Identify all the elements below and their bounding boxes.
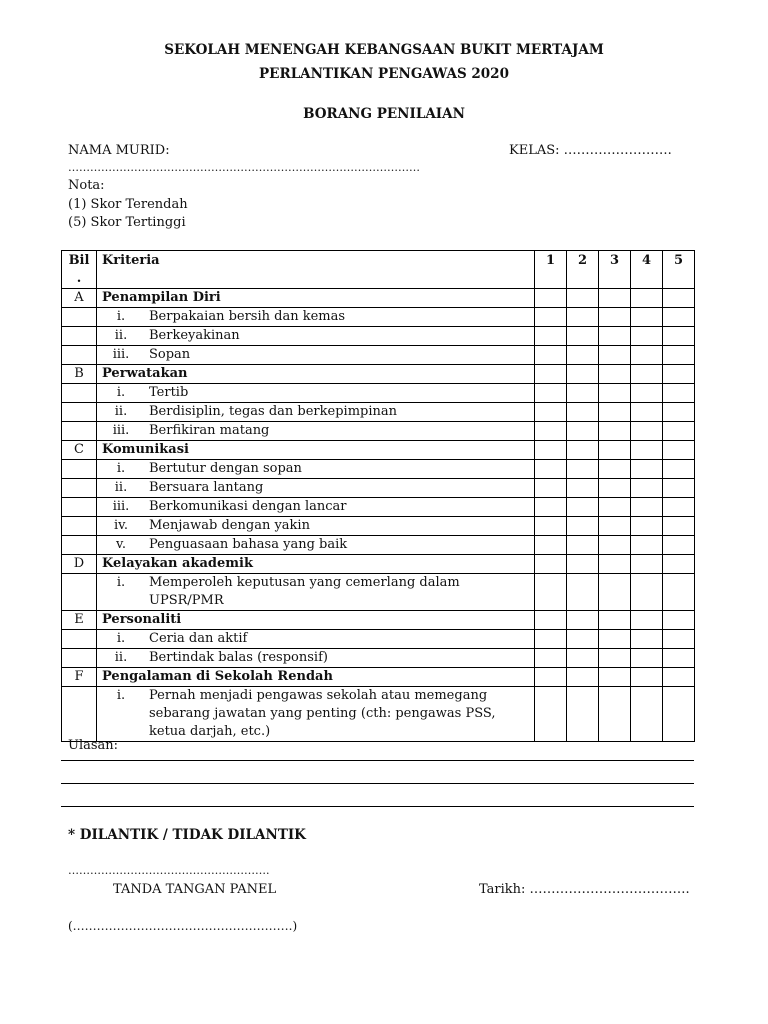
criterion-score-5-cell[interactable]	[663, 308, 695, 327]
header-bil-dot: .	[76, 271, 82, 286]
criteria-body	[62, 289, 695, 742]
criterion-score-5-cell[interactable]	[663, 479, 695, 498]
criterion-cell	[97, 422, 535, 441]
section-code: F	[62, 668, 97, 687]
note-lowest: (1) Skor Terendah	[68, 197, 188, 212]
section-title: Kelayakan akademik	[97, 555, 535, 574]
section-score-5-cell[interactable]	[663, 289, 695, 308]
criterion-score-1-cell[interactable]	[535, 327, 567, 346]
section-code: B	[62, 365, 97, 384]
criterion-score-5-cell[interactable]	[663, 327, 695, 346]
criterion-score-2-cell[interactable]	[567, 630, 599, 649]
section-row	[62, 668, 695, 687]
criterion-bil-cell	[62, 649, 97, 668]
criterion-score-2-cell[interactable]	[567, 384, 599, 403]
criterion-score-4-cell[interactable]	[631, 403, 663, 422]
criterion-score-1-cell[interactable]	[535, 384, 567, 403]
criterion-number: ii.	[114, 650, 128, 665]
criterion-row	[62, 308, 695, 327]
criterion-score-1-cell[interactable]	[535, 460, 567, 479]
notes-title: Nota:	[68, 178, 105, 193]
criterion-score-1-cell[interactable]	[535, 574, 567, 611]
criterion-score-4-cell[interactable]	[631, 384, 663, 403]
remarks-line-3[interactable]	[61, 806, 694, 807]
header-score-2: 2	[567, 251, 599, 289]
criterion-text: Bertutur dengan sopan	[149, 461, 302, 476]
criterion-score-4-cell[interactable]	[631, 308, 663, 327]
criterion-score-3-cell[interactable]	[599, 498, 631, 517]
criterion-score-4-cell[interactable]	[631, 649, 663, 668]
section-score-3-cell[interactable]	[599, 441, 631, 460]
criterion-content	[97, 384, 529, 402]
criterion-text: Berdisiplin, tegas dan berkepimpinan	[149, 404, 397, 419]
note-highest: (5) Skor Tertinggi	[68, 215, 186, 230]
criterion-row	[62, 517, 695, 536]
section-score-2-cell[interactable]	[567, 289, 599, 308]
criterion-bil-cell	[62, 630, 97, 649]
criterion-row	[62, 536, 695, 555]
criterion-number: v.	[116, 537, 126, 552]
criterion-content	[97, 649, 529, 667]
section-title: Komunikasi	[97, 441, 535, 460]
criterion-score-3-cell[interactable]	[599, 422, 631, 441]
section-score-3-cell[interactable]	[599, 611, 631, 630]
criterion-score-3-cell[interactable]	[599, 327, 631, 346]
criterion-score-1-cell[interactable]	[535, 649, 567, 668]
criterion-cell	[97, 308, 535, 327]
criterion-score-5-cell[interactable]	[663, 346, 695, 365]
criterion-text: Berkomunikasi dengan lancar	[149, 499, 347, 514]
criterion-row	[62, 422, 695, 441]
remarks-label: Ulasan:	[68, 738, 119, 753]
criterion-score-4-cell[interactable]	[631, 517, 663, 536]
criterion-score-2-cell[interactable]	[567, 346, 599, 365]
panel-signature-label: TANDA TANGAN PANEL	[113, 882, 277, 897]
section-score-5-cell[interactable]	[663, 668, 695, 687]
section-score-4-cell[interactable]	[631, 289, 663, 308]
section-score-1-cell[interactable]	[535, 668, 567, 687]
section-score-2-cell[interactable]	[567, 611, 599, 630]
criterion-score-3-cell[interactable]	[599, 630, 631, 649]
criterion-number: ii.	[114, 480, 128, 495]
criterion-score-3-cell[interactable]	[599, 384, 631, 403]
criterion-number: iv.	[113, 518, 129, 533]
criterion-score-1-cell[interactable]	[535, 403, 567, 422]
section-score-5-cell[interactable]	[663, 555, 695, 574]
criterion-score-3-cell[interactable]	[599, 460, 631, 479]
section-score-2-cell[interactable]	[567, 555, 599, 574]
section-score-2-cell[interactable]	[567, 365, 599, 384]
header-bil-text: Bil	[68, 253, 90, 268]
criterion-score-1-cell[interactable]	[535, 422, 567, 441]
criterion-text: Bertindak balas (responsif)	[149, 650, 328, 665]
criterion-score-1-cell[interactable]	[535, 687, 567, 742]
criterion-bil-cell	[62, 346, 97, 365]
section-title: Penampilan Diri	[97, 289, 535, 308]
criterion-number: i.	[116, 461, 126, 476]
section-score-3-cell[interactable]	[599, 365, 631, 384]
section-score-3-cell[interactable]	[599, 668, 631, 687]
criterion-score-5-cell[interactable]	[663, 403, 695, 422]
section-score-1-cell[interactable]	[535, 441, 567, 460]
criterion-score-1-cell[interactable]	[535, 630, 567, 649]
criterion-score-4-cell[interactable]	[631, 687, 663, 742]
section-score-3-cell[interactable]	[599, 555, 631, 574]
criterion-content	[97, 687, 529, 741]
criterion-score-2-cell[interactable]	[567, 687, 599, 742]
criterion-text: Berpakaian bersih dan kemas	[149, 309, 346, 324]
criterion-content	[97, 308, 529, 326]
criterion-bil-cell	[62, 403, 97, 422]
criterion-cell	[97, 517, 535, 536]
criterion-score-1-cell[interactable]	[535, 346, 567, 365]
section-score-5-cell[interactable]	[663, 441, 695, 460]
criterion-score-5-cell[interactable]	[663, 574, 695, 611]
section-score-1-cell[interactable]	[535, 289, 567, 308]
criterion-row	[62, 649, 695, 668]
criterion-bil-cell	[62, 536, 97, 555]
header-score-4: 4	[631, 251, 663, 289]
criterion-row	[62, 327, 695, 346]
criterion-score-3-cell[interactable]	[599, 574, 631, 611]
section-score-5-cell[interactable]	[663, 611, 695, 630]
criterion-score-4-cell[interactable]	[631, 346, 663, 365]
criterion-bil-cell	[62, 687, 97, 742]
criterion-bil-cell	[62, 327, 97, 346]
section-code: D	[62, 555, 97, 574]
criterion-content	[97, 460, 529, 478]
criterion-row	[62, 687, 695, 742]
criterion-content	[97, 630, 529, 648]
criterion-bil-cell	[62, 460, 97, 479]
header-score-5: 5	[663, 251, 695, 289]
header-score-3: 3	[599, 251, 631, 289]
criterion-text: Ceria dan aktif	[149, 631, 248, 646]
criterion-bil-cell	[62, 498, 97, 517]
criterion-cell	[97, 649, 535, 668]
school-name: SEKOLAH MENENGAH KEBANGSAAN BUKIT MERTAJAM	[164, 42, 604, 58]
criterion-score-5-cell[interactable]	[663, 517, 695, 536]
criterion-score-5-cell[interactable]	[663, 498, 695, 517]
criterion-number: i.	[116, 631, 126, 646]
criterion-bil-cell	[62, 517, 97, 536]
criterion-score-1-cell[interactable]	[535, 498, 567, 517]
section-score-4-cell[interactable]	[631, 668, 663, 687]
criterion-bil-cell	[62, 479, 97, 498]
header-score-1: 1	[535, 251, 567, 289]
criterion-score-5-cell[interactable]	[663, 422, 695, 441]
criterion-number: ii.	[114, 328, 128, 343]
criterion-score-5-cell[interactable]	[663, 687, 695, 742]
criterion-text: Bersuara lantang	[149, 480, 264, 495]
criterion-score-5-cell[interactable]	[663, 384, 695, 403]
criterion-cell	[97, 384, 535, 403]
criterion-score-2-cell[interactable]	[567, 422, 599, 441]
criterion-cell	[97, 460, 535, 479]
criterion-row	[62, 460, 695, 479]
criterion-score-4-cell[interactable]	[631, 574, 663, 611]
appointment-decision[interactable]: * DILANTIK / TIDAK DILANTIK	[68, 827, 306, 843]
criterion-score-3-cell[interactable]	[599, 479, 631, 498]
criterion-text: Menjawab dengan yakin	[149, 518, 310, 533]
criterion-bil-cell	[62, 308, 97, 327]
criterion-score-1-cell[interactable]	[535, 517, 567, 536]
criterion-cell	[97, 498, 535, 517]
criterion-row	[62, 346, 695, 365]
criterion-score-3-cell[interactable]	[599, 403, 631, 422]
criterion-row	[62, 479, 695, 498]
date-field: Tarikh: ……………………………….	[479, 882, 690, 897]
section-score-1-cell[interactable]	[535, 365, 567, 384]
criterion-cell	[97, 479, 535, 498]
section-score-1-cell[interactable]	[535, 611, 567, 630]
section-title: Perwatakan	[97, 365, 535, 384]
section-score-2-cell[interactable]	[567, 441, 599, 460]
section-row	[62, 441, 695, 460]
criterion-bil-cell	[62, 422, 97, 441]
student-name-dots: ……………………………………………………………………………………	[68, 161, 420, 174]
section-row	[62, 289, 695, 308]
section-score-5-cell[interactable]	[663, 365, 695, 384]
criterion-score-1-cell[interactable]	[535, 479, 567, 498]
criterion-content	[97, 327, 529, 345]
section-score-3-cell[interactable]	[599, 289, 631, 308]
event-title: PERLANTIKAN PENGAWAS 2020	[259, 66, 509, 82]
section-title: Personaliti	[97, 611, 535, 630]
criterion-text: Berkeyakinan	[149, 328, 240, 343]
criterion-score-2-cell[interactable]	[567, 649, 599, 668]
criterion-cell	[97, 346, 535, 365]
section-score-2-cell[interactable]	[567, 668, 599, 687]
remarks-line-2[interactable]	[61, 783, 694, 784]
criterion-content	[97, 422, 529, 440]
criterion-score-1-cell[interactable]	[535, 536, 567, 555]
section-row	[62, 555, 695, 574]
criterion-score-4-cell[interactable]	[631, 630, 663, 649]
criterion-score-2-cell[interactable]	[567, 403, 599, 422]
criterion-score-4-cell[interactable]	[631, 327, 663, 346]
table-header-row	[62, 251, 695, 289]
criterion-number: iii.	[112, 499, 130, 514]
criterion-text: Sopan	[149, 347, 191, 362]
student-name-label: NAMA MURID:	[68, 143, 170, 158]
criterion-score-2-cell[interactable]	[567, 498, 599, 517]
criterion-content	[97, 517, 529, 535]
section-code: E	[62, 611, 97, 630]
class-label: KELAS: …………………….	[509, 143, 672, 158]
criterion-score-4-cell[interactable]	[631, 460, 663, 479]
section-score-1-cell[interactable]	[535, 555, 567, 574]
criterion-text: Berfikiran matang	[149, 423, 270, 438]
criterion-cell	[97, 630, 535, 649]
criterion-text: Pernah menjadi pengawas sekolah atau memegang sebarang jawatan yang penting (cth: pengawas PSS, ketua darjah, etc.)	[149, 688, 496, 739]
section-code: C	[62, 441, 97, 460]
criterion-cell	[97, 327, 535, 346]
criterion-number: ii.	[114, 404, 128, 419]
criterion-text: Tertib	[149, 385, 189, 400]
criterion-row	[62, 498, 695, 517]
criterion-cell	[97, 536, 535, 555]
criterion-number: i.	[116, 385, 126, 400]
criterion-score-4-cell[interactable]	[631, 536, 663, 555]
criterion-bil-cell	[62, 574, 97, 611]
criterion-score-3-cell[interactable]	[599, 308, 631, 327]
criterion-content	[97, 536, 529, 554]
criterion-number: i.	[116, 309, 126, 324]
criterion-score-2-cell[interactable]	[567, 327, 599, 346]
signature-dots: ……………………………………………….	[68, 864, 270, 877]
criterion-number: iii.	[112, 347, 130, 362]
criterion-content	[97, 479, 529, 497]
criterion-row	[62, 574, 695, 611]
section-code: A	[62, 289, 97, 308]
criterion-text: Memperoleh keputusan yang cemerlang dalam UPSR/PMR	[149, 575, 460, 608]
section-score-4-cell[interactable]	[631, 555, 663, 574]
criterion-score-2-cell[interactable]	[567, 517, 599, 536]
remarks-line-1[interactable]	[61, 760, 694, 761]
criterion-score-3-cell[interactable]	[599, 346, 631, 365]
form-title: BORANG PENILAIAN	[303, 106, 465, 122]
criterion-score-3-cell[interactable]	[599, 517, 631, 536]
criterion-score-2-cell[interactable]	[567, 308, 599, 327]
criterion-score-2-cell[interactable]	[567, 536, 599, 555]
criterion-number: i.	[116, 575, 126, 590]
criterion-row	[62, 384, 695, 403]
criterion-number: i.	[116, 688, 126, 703]
criterion-cell	[97, 687, 535, 742]
criterion-cell	[97, 574, 535, 611]
criterion-text: Penguasaan bahasa yang baik	[149, 537, 348, 552]
criterion-score-2-cell[interactable]	[567, 460, 599, 479]
criterion-content	[97, 498, 529, 516]
criterion-score-5-cell[interactable]	[663, 536, 695, 555]
header-kriteria: Kriteria	[97, 251, 535, 289]
criterion-score-5-cell[interactable]	[663, 649, 695, 668]
criterion-score-2-cell[interactable]	[567, 574, 599, 611]
criterion-number: iii.	[112, 423, 130, 438]
criterion-score-5-cell[interactable]	[663, 630, 695, 649]
criterion-score-3-cell[interactable]	[599, 687, 631, 742]
section-title: Pengalaman di Sekolah Rendah	[97, 668, 535, 687]
section-score-4-cell[interactable]	[631, 441, 663, 460]
criterion-cell	[97, 403, 535, 422]
criterion-score-4-cell[interactable]	[631, 498, 663, 517]
panel-name-line: (……………………………………………….)	[68, 919, 298, 933]
criterion-score-5-cell[interactable]	[663, 460, 695, 479]
section-row	[62, 611, 695, 630]
section-score-4-cell[interactable]	[631, 611, 663, 630]
section-row	[62, 365, 695, 384]
criterion-score-3-cell[interactable]	[599, 649, 631, 668]
criterion-row	[62, 403, 695, 422]
criterion-row	[62, 630, 695, 649]
criterion-content	[97, 403, 529, 421]
criteria-table	[61, 250, 695, 742]
criterion-bil-cell	[62, 384, 97, 403]
criterion-score-3-cell[interactable]	[599, 536, 631, 555]
header-bil	[62, 251, 97, 289]
criterion-score-2-cell[interactable]	[567, 479, 599, 498]
criterion-score-1-cell[interactable]	[535, 308, 567, 327]
criterion-content	[97, 346, 529, 364]
criterion-score-4-cell[interactable]	[631, 479, 663, 498]
criterion-content	[97, 574, 529, 610]
section-score-4-cell[interactable]	[631, 365, 663, 384]
criterion-score-4-cell[interactable]	[631, 422, 663, 441]
